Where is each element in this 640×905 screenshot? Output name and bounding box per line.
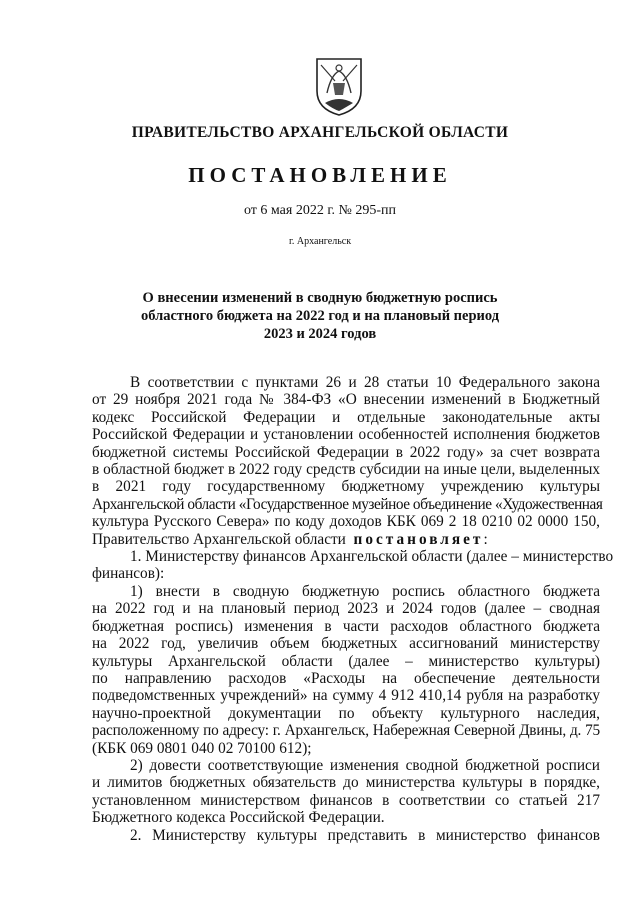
organization-title: ПРАВИТЕЛЬСТВО АРХАНГЕЛЬСКОЙ ОБЛАСТИ: [131, 124, 509, 141]
text-line: в 2021 году государственному бюджетному учреждению культуры: [92, 478, 600, 496]
text-line: культуры Архангельской области (далее – министерство культуры): [92, 652, 600, 670]
text-line: на 2022 год, увеличив объем бюджетных ассигнований министерству: [92, 635, 600, 653]
text-line: от 29 ноября 2021 года № 384-ФЗ «О внесении изменений в Бюджетный: [92, 391, 600, 409]
text-line: 1) внести в сводную бюджетную роспись областного бюджета: [130, 582, 600, 600]
coat-of-arms-emblem: [313, 55, 365, 117]
text-line: 2) довести соответствующие изменения сводной бюджетной росписи: [130, 756, 600, 774]
text-line: Архангельской области «Государственное музейное объединение «Художественная: [92, 495, 603, 513]
resolves-colon: :: [483, 530, 488, 548]
text-line: Российской Федерации и установлении особенностей исполнения бюджетов: [92, 426, 600, 444]
text-line: бюджетная роспись) изменения в части расходов областного бюджета: [92, 617, 600, 635]
text-line: В соответствии с пунктами 26 и 28 статьи 10 Федерального закона: [130, 374, 600, 391]
text-line: в областной бюджет в 2022 году средств субсидии на иные цели, выделенных: [92, 461, 600, 479]
text-line: и лимитов бюджетных обязательств до министерства культуры в порядке,: [92, 774, 600, 792]
text-line: 2. Министерству культуры представить в министерство финансов: [130, 826, 600, 844]
text-line: (КБК 069 0801 040 02 70100 612);: [92, 739, 312, 757]
document-date-number: от 6 мая 2022 г. № 295-пп: [243, 203, 397, 218]
text-line: по направлению расходов «Расходы на обеспечение деятельности: [92, 669, 600, 687]
text-line: культура Русского Севера» по коду доходов КБК 069 2 18 0210 02 0000 150,: [92, 513, 600, 531]
preamble-last: Правительство Архангельской области: [92, 530, 346, 548]
text-line: Бюджетного кодекса Российской Федерации.: [92, 809, 385, 827]
text-line: подведомственных учреждений» на сумму 4 912 410,14 рубля на разработку: [92, 687, 600, 705]
text-line: расположенному по адресу: г. Архангельск, Набережная Северной Двины, д. 75: [92, 722, 600, 740]
document-type: ПОСТАНОВЛЕНИЕ: [188, 163, 452, 187]
document-subject: [0, 289, 640, 343]
subject-line: 2023 и 2024 годов: [263, 326, 377, 342]
text-line: финансов):: [92, 565, 165, 583]
text-line: на 2022 год и на плановый период 2023 и 2024 годов (далее – сводная: [92, 600, 600, 618]
document-city: г. Архангельск: [288, 236, 352, 247]
subject-line: областного бюджета на 2022 год и на плановый период: [140, 308, 500, 324]
text-line: научно-проектной документации по объекту культурного наследия,: [92, 704, 600, 722]
text-line: установленном министерством финансов в соответствии со статьей 217: [92, 791, 600, 809]
resolves-word: постановляет: [353, 530, 484, 548]
text-line: [92, 531, 600, 548]
text-line: 1. Министерству финансов Архангельской области (далее – министерство: [130, 548, 614, 566]
subject-line: О внесении изменений в сводную бюджетную роспись: [142, 290, 498, 306]
document-body: [92, 374, 614, 844]
text-line: кодекс Российской Федерации и отдельные законодательные акты: [92, 408, 600, 426]
text-line: бюджетной системы Российской Федерации в 2022 году» за счет возврата: [92, 443, 600, 461]
